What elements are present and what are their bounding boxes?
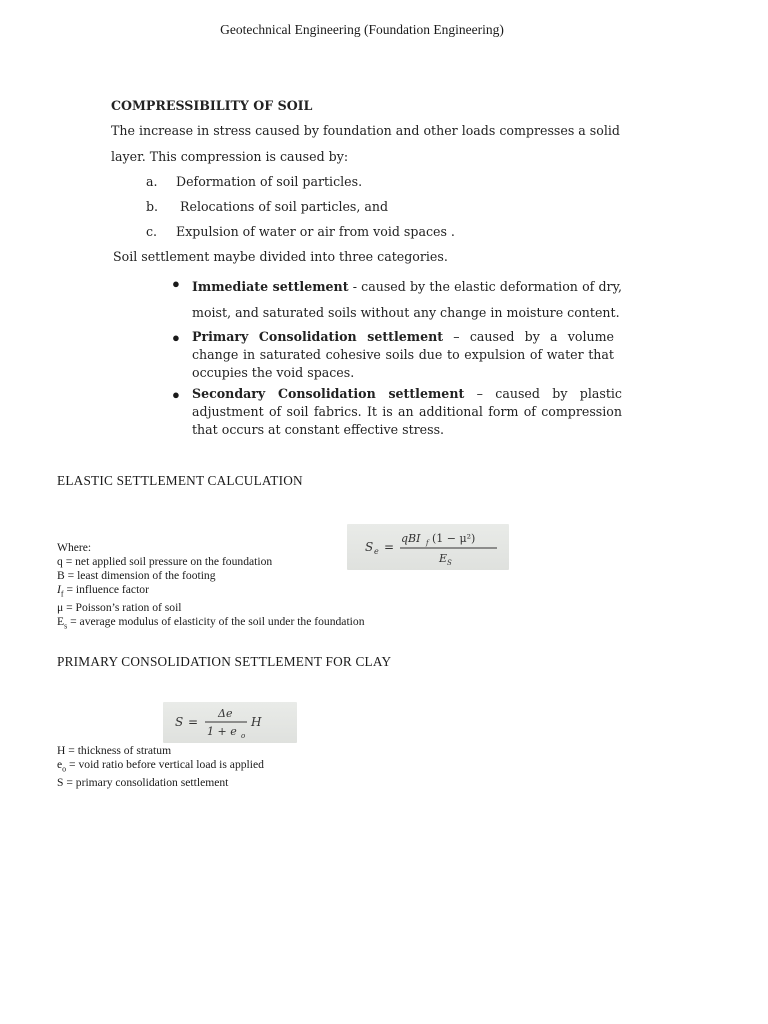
- heading-elastic-settlement: ELASTIC SETTLEMENT CALCULATION: [57, 473, 303, 488]
- definition-text: = net applied soil pressure on the foundation: [62, 555, 273, 568]
- definition-symbol: μ: [57, 600, 64, 614]
- formula-den-sub: S: [447, 559, 452, 567]
- formula-lhs: S: [365, 540, 374, 554]
- definition-symbol: B: [57, 568, 65, 582]
- formula-num-sub: f: [426, 539, 429, 547]
- definition-text: = influence factor: [63, 582, 149, 596]
- formula-den: E: [439, 552, 448, 565]
- cause-item-b: [146, 199, 388, 214]
- definition-symbol: I: [57, 582, 61, 596]
- category-desc: caused by plastic adjustment of soil fabrics. It is an additional form of compression that occurs at constant effective stress.: [192, 386, 622, 437]
- section-title-compressibility: COMPRESSIBILITY OF SOIL: [111, 98, 313, 113]
- category-primary: [192, 328, 614, 382]
- category-sep: –: [464, 386, 496, 401]
- definition-text: = least dimension of the footing: [64, 568, 216, 582]
- primary-definitions: [57, 744, 264, 790]
- formula-tail: H: [251, 715, 262, 729]
- list-marker: c.: [146, 224, 158, 239]
- definition-row: [57, 555, 365, 569]
- definition-row: [57, 744, 264, 758]
- formula-den: 1 + e: [207, 725, 237, 738]
- definition-row: [57, 583, 365, 601]
- page-header: Geotechnical Engineering (Foundation Engineering): [220, 22, 504, 37]
- cause-item-a: [146, 174, 362, 189]
- definition-text: = thickness of stratum: [65, 744, 172, 757]
- formula-lhs-sub: e: [374, 547, 379, 556]
- formula-graphic: [347, 524, 509, 570]
- definition-subscript: f: [60, 588, 64, 598]
- formula-den-sub: o: [241, 732, 246, 740]
- category-sep: –: [443, 329, 470, 344]
- formula-lhs: S: [175, 715, 184, 729]
- definition-row: [57, 758, 264, 776]
- definition-row: [57, 569, 365, 583]
- definition-symbol: H: [57, 744, 66, 757]
- definition-subscript: s: [64, 620, 68, 630]
- category-sep: -: [348, 279, 362, 294]
- definition-symbol: q: [57, 555, 63, 568]
- elastic-settlement-formula: [347, 524, 509, 570]
- definition-text: = void ratio before vertical load is applied: [66, 757, 264, 771]
- list-marker: b.: [146, 199, 159, 214]
- definition-row: [57, 601, 365, 615]
- formula-eq: =: [384, 540, 395, 554]
- categories-intro: Soil settlement maybe divided into three categories.: [113, 249, 448, 264]
- where-label: Where:: [57, 541, 92, 554]
- definition-text: = primary consolidation settlement: [63, 775, 229, 789]
- formula-num: qBI: [401, 532, 421, 545]
- formula-graphic: [163, 702, 297, 743]
- bullet-icon: ●: [172, 276, 180, 291]
- list-item-text: Relocations of soil particles, and: [180, 199, 389, 214]
- category-term: Primary Consolidation settlement: [192, 329, 444, 344]
- formula-num-tail: (1 − μ²): [432, 532, 476, 545]
- definition-symbol: S: [57, 775, 64, 789]
- list-item-text: Expulsion of water or air from void spaces .: [176, 224, 455, 239]
- definition-text: = Poisson’s ration of soil: [63, 600, 182, 614]
- category-desc: caused by the elastic deformation of dry, moist, and saturated soils without any change in moisture content.: [192, 279, 623, 320]
- category-immediate: [192, 274, 622, 326]
- definition-subscript: o: [62, 764, 67, 774]
- bullet-icon: ●: [172, 330, 180, 345]
- definition-symbol: e: [57, 757, 63, 771]
- cause-item-c: [146, 224, 455, 239]
- category-secondary: [192, 385, 622, 439]
- list-marker: a.: [146, 174, 158, 189]
- definition-symbol: E: [57, 614, 65, 628]
- formula-eq: =: [188, 715, 199, 729]
- category-term: Immediate settlement: [192, 279, 349, 294]
- intro-line-2: layer. This compression is caused by:: [111, 149, 349, 164]
- definition-text: = average modulus of elasticity of the soil under the foundation: [67, 614, 365, 628]
- category-desc: caused by a volume change in saturated cohesive soils due to expulsion of water that occupies the void spaces.: [192, 329, 614, 380]
- heading-primary-consolidation: PRIMARY CONSOLIDATION SETTLEMENT FOR CLAY: [57, 654, 392, 669]
- formula-num: Δe: [218, 707, 233, 720]
- definition-row: [57, 615, 365, 633]
- primary-consolidation-formula: [163, 702, 297, 743]
- list-item-text: Deformation of soil particles.: [176, 174, 363, 189]
- intro-line-1: The increase in stress caused by foundation and other loads compresses a solid: [111, 123, 620, 138]
- elastic-definitions: [57, 555, 365, 633]
- category-term: Secondary Consolidation settlement: [192, 386, 465, 401]
- bullet-icon: ●: [172, 387, 180, 402]
- definition-row: [57, 776, 264, 790]
